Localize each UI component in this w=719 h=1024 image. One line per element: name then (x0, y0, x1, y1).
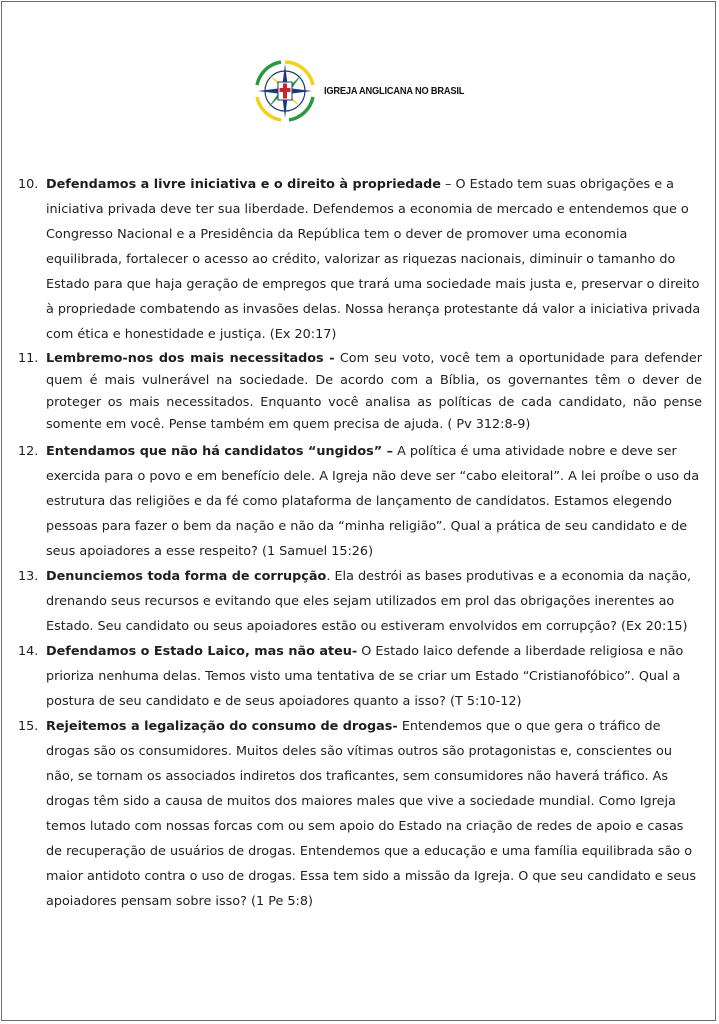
item-body: O Estado laico defende a liberdade religiosa e não prioriza nenhuma delas. Temos visto uma tentativa de se criar um Estado “Cristianofóbico”. Qual a postura de seu candidato e de seus apoiadores quanto a isso? (T 5:10-12) (46, 644, 684, 709)
item-body: . Ela destrói as bases produtivas e a economia da nação, drenando seus recursos e evitando que eles sejam utilizados em prol das obrigações inerentes ao Estado. Seu candidato ou seus apoiadores estão ou estiveram envolvidos em corrupção? (Ex 20:15) (46, 569, 692, 634)
list-item (18, 564, 702, 639)
item-title: Defendamos o Estado Laico, mas não ateu- (46, 644, 358, 659)
item-number: 12. (18, 444, 39, 459)
item-text (46, 564, 702, 639)
item-number: 14. (18, 644, 39, 659)
item-body: Com seu voto, você tem a oportunidade para defender quem é mais vulnerável na sociedade. De acordo com a Bíblia, os governantes têm o dever de proteger os mais necessitados. Enquanto você analisa as políticas de cada candidato, não pense somente em você. Pense também em quem precisa de ajuda. ( Pv 312:8-9) (46, 351, 702, 432)
anglican-logo-icon (252, 59, 318, 123)
organization-name: IGREJA ANGLICANA NO BRASIL (324, 85, 465, 97)
list-item (18, 639, 702, 714)
item-title: Lembremo-nos dos mais necessitados - (46, 351, 335, 366)
item-body: – O Estado tem suas obrigações e a iniciativa privada deve ter sua liberdade. Defendemos a economia de mercado e entendemos que o Congresso Nacional e a Presidência da República tem o dever de promover uma economia equilibrada, fortalecer o acesso ao crédito, valorizar as riquezas nacionais, diminuir o tamanho do Estado para que haja geração de empregos que trará uma sociedade mais justa e, preservar o direito à propriedade combatendo as invasões delas. Nossa herança protestante dá valor a iniciativa privada com ética e honestidade e justiça. (Ex 20:17) (46, 177, 701, 342)
item-text (46, 439, 702, 564)
item-text (46, 348, 702, 436)
item-number: 13. (18, 569, 39, 584)
item-text (46, 172, 702, 347)
item-text (46, 714, 702, 914)
list-item (18, 348, 702, 436)
item-body: Entendemos que o que gera o tráfico de drogas são os consumidores. Muitos deles são vítimas outros são protagonistas e, conscientes ou não, se tornam os associados indiretos dos traficantes, sem consumidores não haverá tráfico. As drogas têm sido a causa de muitos dos maiores males que vive a sociedade mundial. Como Igreja temos lutado com nossas forcas com ou sem apoio do Estado na criação de redes de apoio e casas de recuperação de usuários de drogas. Entendemos que a educação e uma família equilibrada são o maior antidoto contra o uso de drogas. Essa tem sido a missão da Igreja. O que seu candidato e seus apoiadores pensam sobre isso? (1 Pe 5:8) (46, 719, 697, 909)
item-number: 10. (18, 177, 39, 192)
item-title: Rejeitemos a legalização do consumo de drogas- (46, 719, 398, 734)
item-text (46, 639, 702, 714)
list-item (18, 439, 702, 564)
item-title: Denunciemos toda forma de corrupção (46, 569, 327, 584)
list-item (18, 172, 702, 347)
numbered-list (18, 172, 702, 914)
item-body: A política é uma atividade nobre e deve ser exercida para o povo e em benefício dele. A Igreja não deve ser “cabo eleitoral”. A lei proíbe o uso da estrutura das religiões e da fé como plataforma de lançamento de candidatos. Estamos elegendo pessoas para fazer o bem da nação e não da “minha religião”. Qual a prática de seu candidato e de seus apoiadores a esse respeito? (1 Samuel 15:26) (46, 444, 700, 559)
item-number: 11. (18, 351, 39, 366)
item-number: 15. (18, 719, 39, 734)
list-item (18, 714, 702, 914)
item-title: Defendamos a livre iniciativa e o direito à propriedade (46, 177, 441, 192)
item-title: Entendamos que não há candidatos “ungidos” – (46, 444, 394, 459)
page-header (252, 59, 483, 123)
